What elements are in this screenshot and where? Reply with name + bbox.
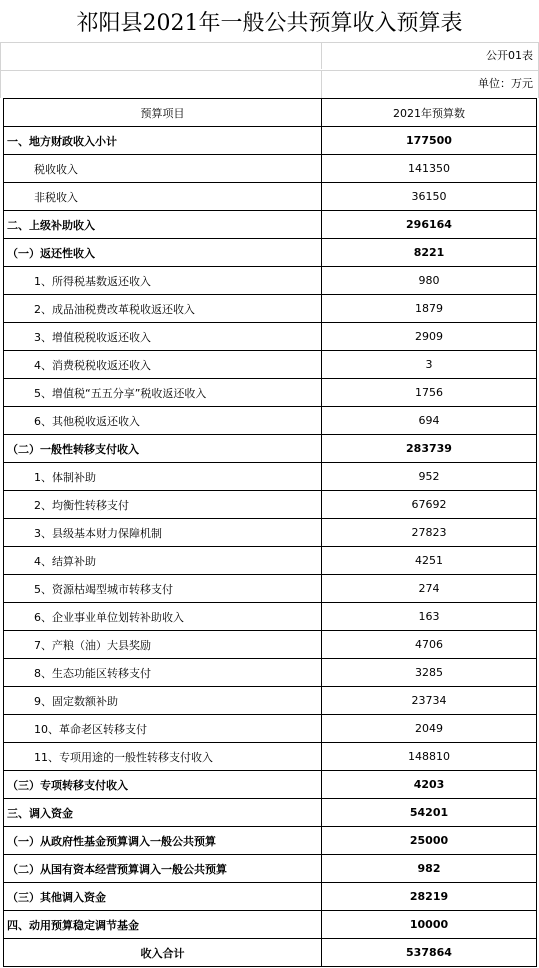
table-row <box>4 239 537 267</box>
table-row <box>4 911 537 939</box>
sheet-gridline <box>0 42 1 98</box>
table-row <box>4 267 537 295</box>
row-item-label: 9、固定数额补助 <box>4 687 322 715</box>
table-row <box>4 743 537 771</box>
table-row <box>4 575 537 603</box>
row-value: 3285 <box>322 659 537 687</box>
table-row <box>4 827 537 855</box>
row-value: 982 <box>322 855 537 883</box>
row-item-label: 3、增值税税收返还收入 <box>4 323 322 351</box>
table-row <box>4 547 537 575</box>
column-divider <box>321 71 322 98</box>
row-value: 10000 <box>322 911 537 939</box>
row-value: 2049 <box>322 715 537 743</box>
table-row <box>4 463 537 491</box>
row-value: 4706 <box>322 631 537 659</box>
table-row <box>4 351 537 379</box>
row-value: 177500 <box>322 127 537 155</box>
row-item-label: 2、成品油税费改革税收返还收入 <box>4 295 322 323</box>
row-value: 2909 <box>322 323 537 351</box>
row-item-label: 一、地方财政收入小计 <box>4 127 322 155</box>
table-row <box>4 435 537 463</box>
table-row <box>4 715 537 743</box>
row-value: 980 <box>322 267 537 295</box>
unit-label: 单位：万元 <box>478 77 533 90</box>
total-value: 537864 <box>322 939 537 967</box>
row-item-label: （一）从政府性基金预算调入一般公共预算 <box>4 827 322 855</box>
row-value: 28219 <box>322 883 537 911</box>
row-value: 36150 <box>322 183 537 211</box>
row-item-label: 10、革命老区转移支付 <box>4 715 322 743</box>
table-row <box>4 883 537 911</box>
row-value: 1879 <box>322 295 537 323</box>
row-value: 952 <box>322 463 537 491</box>
form-number-row <box>0 42 539 69</box>
row-item-label: （三）其他调入资金 <box>4 883 322 911</box>
row-item-label: 2、均衡性转移支付 <box>4 491 322 519</box>
row-value: 4251 <box>322 547 537 575</box>
table-row <box>4 519 537 547</box>
table-row <box>4 771 537 799</box>
table-row <box>4 603 537 631</box>
row-value: 148810 <box>322 743 537 771</box>
table-row <box>4 211 537 239</box>
row-item-label: 8、生态功能区转移支付 <box>4 659 322 687</box>
row-item-label: 4、结算补助 <box>4 547 322 575</box>
table-row <box>4 491 537 519</box>
row-item-label: 11、专项用途的一般性转移支付收入 <box>4 743 322 771</box>
row-value: 54201 <box>322 799 537 827</box>
row-item-label: 6、其他税收返还收入 <box>4 407 322 435</box>
row-item-label: 5、增值税“五五分享”税收返还收入 <box>4 379 322 407</box>
row-value: 141350 <box>322 155 537 183</box>
table-row <box>4 295 537 323</box>
row-value: 694 <box>322 407 537 435</box>
row-item-label: 5、资源枯竭型城市转移支付 <box>4 575 322 603</box>
row-item-label: 4、消费税税收返还收入 <box>4 351 322 379</box>
row-item-label: 7、产粮（油）大县奖励 <box>4 631 322 659</box>
budget-table <box>3 98 537 967</box>
table-row <box>4 323 537 351</box>
row-item-label: 三、调入资金 <box>4 799 322 827</box>
row-item-label: 二、上级补助收入 <box>4 211 322 239</box>
header-value: 2021年预算数 <box>322 99 537 127</box>
row-value: 67692 <box>322 491 537 519</box>
header-item: 预算项目 <box>4 99 322 127</box>
row-value: 283739 <box>322 435 537 463</box>
column-divider <box>321 43 322 69</box>
row-item-label: 1、体制补助 <box>4 463 322 491</box>
table-header-row <box>4 99 537 127</box>
form-number: 公开01表 <box>486 49 533 62</box>
row-value: 27823 <box>322 519 537 547</box>
row-value: 296164 <box>322 211 537 239</box>
row-value: 23734 <box>322 687 537 715</box>
row-item-label: （一）返还性收入 <box>4 239 322 267</box>
table-row <box>4 155 537 183</box>
row-item-label: 四、动用预算稳定调节基金 <box>4 911 322 939</box>
row-item-label: （二）从国有资本经营预算调入一般公共预算 <box>4 855 322 883</box>
table-row <box>4 799 537 827</box>
row-item-label: 非税收入 <box>4 183 322 211</box>
table-row <box>4 127 537 155</box>
table-row <box>4 687 537 715</box>
table-row <box>4 183 537 211</box>
unit-row <box>0 70 539 98</box>
row-value: 274 <box>322 575 537 603</box>
row-value: 163 <box>322 603 537 631</box>
row-item-label: （二）一般性转移支付收入 <box>4 435 322 463</box>
table-row <box>4 855 537 883</box>
page-title: 祁阳县2021年一般公共预算收入预算表 <box>76 10 463 36</box>
row-item-label: 税收收入 <box>4 155 322 183</box>
row-item-label: 3、县级基本财力保障机制 <box>4 519 322 547</box>
row-value: 1756 <box>322 379 537 407</box>
row-value: 4203 <box>322 771 537 799</box>
table-row <box>4 631 537 659</box>
row-value: 3 <box>322 351 537 379</box>
row-value: 25000 <box>322 827 537 855</box>
row-item-label: （三）专项转移支付收入 <box>4 771 322 799</box>
total-label: 收入合计 <box>4 939 322 967</box>
row-value: 8221 <box>322 239 537 267</box>
table-row <box>4 659 537 687</box>
row-item-label: 6、企业事业单位划转补助收入 <box>4 603 322 631</box>
total-row <box>4 939 537 967</box>
row-item-label: 1、所得税基数返还收入 <box>4 267 322 295</box>
table-row <box>4 379 537 407</box>
table-row <box>4 407 537 435</box>
